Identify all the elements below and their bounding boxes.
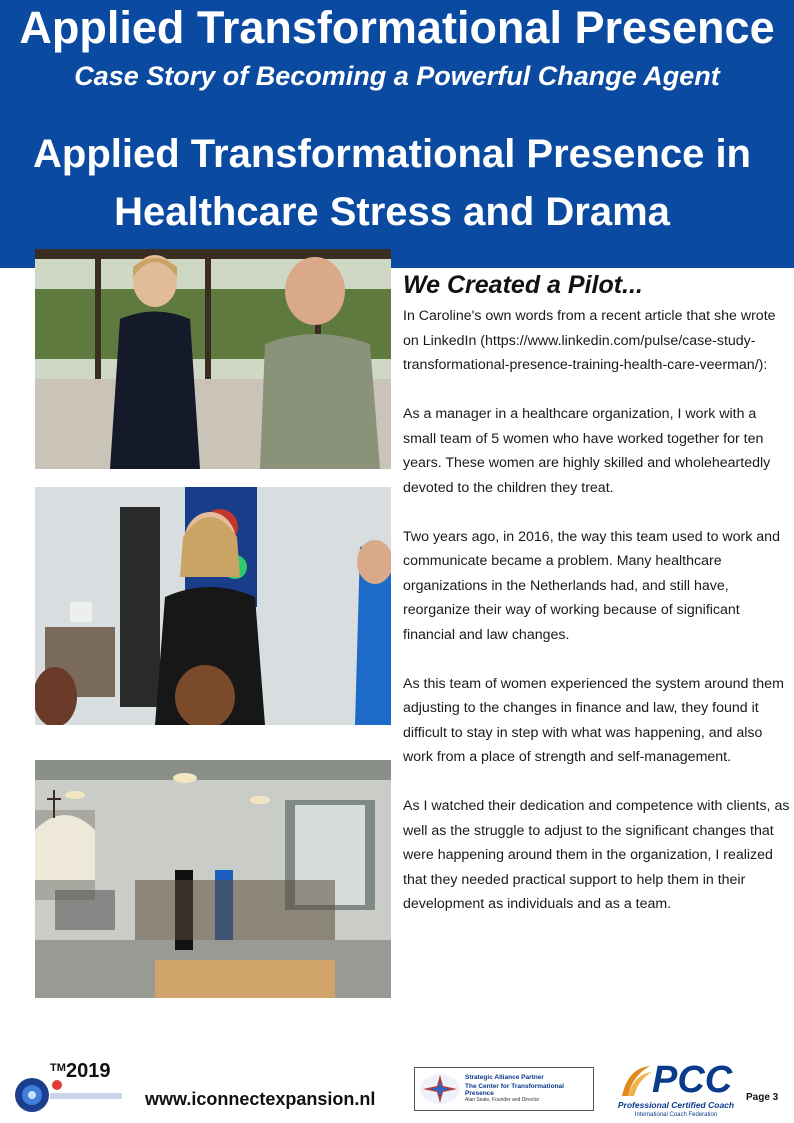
section-headline: Applied Transformational Presence in Healthcare Stress and Drama xyxy=(33,132,751,234)
pcc-wordmark: PCC xyxy=(652,1059,733,1101)
website-url[interactable]: www.iconnectexpansion.nl xyxy=(145,1089,376,1109)
trademark-mark: TM xyxy=(50,1062,66,1074)
photo-speaker xyxy=(35,487,391,725)
partner-star-icon xyxy=(419,1072,461,1106)
photo-conversation xyxy=(35,249,391,469)
pcc-swoosh-icon xyxy=(614,1062,654,1102)
pcc-badge xyxy=(614,1060,738,1120)
page-subtitle: Case Story of Becoming a Powerful Change Agent xyxy=(74,61,720,91)
partner-founder: Alan Seale, Founder and Director xyxy=(465,1097,540,1103)
article-paragraph: As a manager in a healthcare organization, I work with a small team of 5 women who have worked together for ten years. These women are highly skilled and wholeheartedly devoted to the children they treat. xyxy=(403,406,771,496)
partner-label: Strategic Alliance Partner xyxy=(465,1074,544,1081)
article-intro: In Caroline's own words from a recent article that she wrote on LinkedIn (https://www.linkedin.com/pulse/case-study-transformational-presence-training-health-care-veerman/): xyxy=(403,308,776,373)
partner-name: The Center for Transformational Presence xyxy=(465,1083,564,1097)
pcc-subtitle: Professional Certified Coach xyxy=(617,1100,735,1110)
article-paragraph: Two years ago, in 2016, the way this team used to work and communicate became a problem. Many healthcare organizations in the Netherlands had, and still have, reorganize their way of working because of significant financial and law changes. xyxy=(403,528,780,643)
article-paragraph: As this team of women experienced the system around them adjusting to the changes in finance and law, they found it difficult to stay in step with what was happening, and also work from a place of strength and self-management. xyxy=(403,675,784,765)
copyright-year: 2019 xyxy=(66,1060,111,1082)
header-banner xyxy=(0,0,794,268)
pcc-federation: International Coach Federation xyxy=(634,1112,718,1118)
partner-logo xyxy=(414,1067,594,1111)
page-title: Applied Transformational Presence xyxy=(19,2,775,53)
article-paragraph: As I watched their dedication and competence with clients, as well as the struggle to adjust to the significant changes that were happening around them in the organization, I realized that they needed practical support to help them in their development as individuals and as a team. xyxy=(403,798,790,912)
iconnect-expansion-logo xyxy=(14,1075,126,1115)
page-number: Page 3 xyxy=(746,1092,779,1103)
article-title: We Created a Pilot... xyxy=(403,271,643,299)
photo-group-hall xyxy=(35,760,391,998)
article-body xyxy=(403,268,791,941)
